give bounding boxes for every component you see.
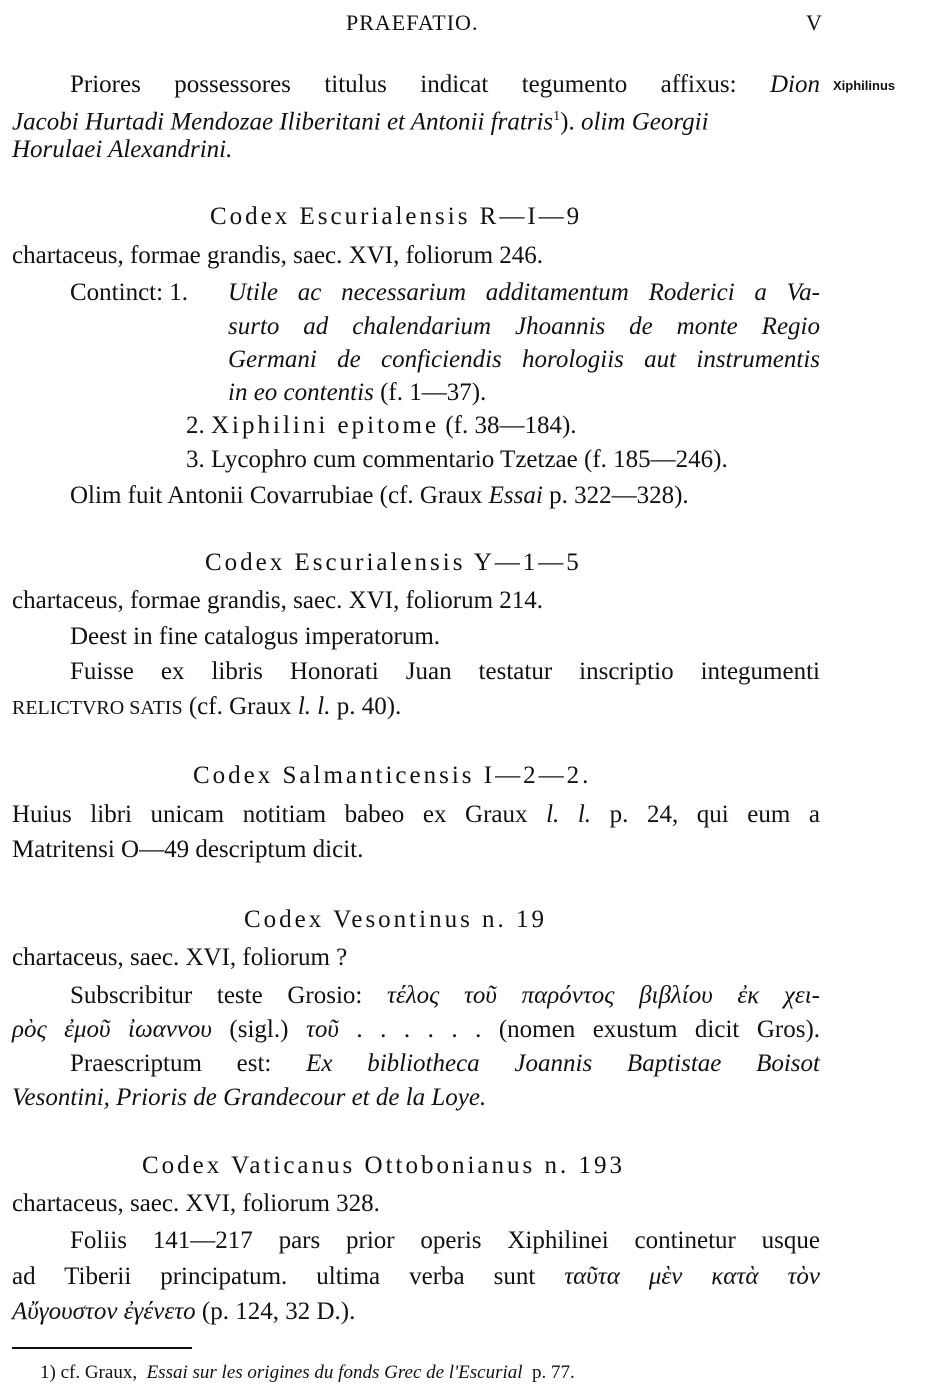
codex1-description: chartaceus, formae grandis, saec. XVI, foliorum 246. xyxy=(12,242,544,269)
codex4-line4: Vesontini, Prioris de Grandecour et de la Loye. xyxy=(12,1084,487,1111)
codex-heading-vaticanus: Codex Vaticanus Ottobonianus n. 193 xyxy=(142,1152,625,1179)
codex1-item1-line4: in eo contentis (f. 1—37). xyxy=(228,379,487,406)
codex2-line1: Deest in fine catalogus imperatorum. xyxy=(70,623,441,650)
codex-heading-salmanticensis: Codex Salmanticensis I—2—2. xyxy=(193,762,592,789)
codex5-line2: ad Tiberii principatum. ultima verba sunt ταῦτα μὲν κατὰ τὸν xyxy=(12,1263,820,1290)
codex4-description: chartaceus, saec. XVI, foliorum ? xyxy=(12,944,348,971)
codex5-line1: Foliis 141—217 pars prior operis Xiphilinei continetur usque xyxy=(70,1227,820,1254)
codex1-item1-line1: Utile ac necessarium additamentum Roderici a Va- xyxy=(228,279,820,306)
codex-heading-vesontinus: Codex Vesontinus n. 19 xyxy=(244,906,548,933)
codex1-item2: 2. Xiphilini epitome (f. 38—184). xyxy=(186,412,577,439)
codex-heading-escurialensis-r: Codex Escurialensis R—I—9 xyxy=(210,203,583,230)
intro-line-3: Horulaei Alexandrini. xyxy=(12,136,233,163)
codex4-line3: Praescriptum est: Ex bibliotheca Joannis Baptistae Boisot xyxy=(70,1050,820,1077)
page-number: V xyxy=(806,10,822,35)
intro-line-1: Priores possessores titulus indicat tegumento affixus: Dion xyxy=(70,71,820,98)
codex3-line2: Matritensi O—49 descriptum dicit. xyxy=(12,836,364,863)
codex2-line3: RELICTVRO SATIS (cf. Graux l. l. p. 40). xyxy=(12,693,402,720)
codex2-line2: Fuisse ex libris Honorati Juan testatur inscriptio integumenti xyxy=(70,658,820,685)
codex4-line1: Subscribitur teste Grosio: τέλος τοῦ παρόντος βιβλίου ἐκ χει- xyxy=(70,982,820,1009)
codex1-item1-line2: surto ad chalendarium Jhoannis de monte Regio xyxy=(228,313,820,340)
intro-line-2: Jacobi Hurtadi Mendozae Iliberitani et Antonii fratris$^1$). olim Georgii xyxy=(12,108,709,136)
footnote-rule xyxy=(12,1347,192,1349)
codex1-item3: 3. Lycophro cum commentario Tzetzae (f. 185—246). xyxy=(186,446,728,473)
codex5-description: chartaceus, saec. XVI, foliorum 328. xyxy=(12,1190,380,1217)
footnote: 1) cf. Graux, Essai sur les origines du fonds Grec de l'Escurial p. 77. xyxy=(40,1362,575,1383)
codex-heading-escurialensis-y: Codex Escurialensis Y—1—5 xyxy=(205,549,582,576)
codex4-line2: ρὸς ἐμοῦ ἰωαννου (sigl.) τοῦ . . . . . . (nomen exustum dicit Gros). xyxy=(12,1016,821,1043)
margin-note: Xiphilinus xyxy=(833,78,896,93)
codex3-line1: Huius libri unicam notitiam babeo ex Graux l. l. p. 24, qui eum a xyxy=(12,801,820,828)
codex1-item1-line3: Germani de conficiendis horologiis aut instrumentis xyxy=(228,346,820,373)
running-title: PRAEFATIO. xyxy=(346,10,479,35)
codex1-provenance: Olim fuit Antonii Covarrubiae (cf. Graux Essai p. 322—328). xyxy=(70,482,689,509)
running-header xyxy=(0,10,932,40)
codex5-line3: Αὔγουστον ἐγένετο (p. 124, 32 D.). xyxy=(12,1298,356,1325)
codex1-contents-label: Continct: 1. xyxy=(70,279,189,306)
codex2-description: chartaceus, formae grandis, saec. XVI, foliorum 214. xyxy=(12,587,544,614)
